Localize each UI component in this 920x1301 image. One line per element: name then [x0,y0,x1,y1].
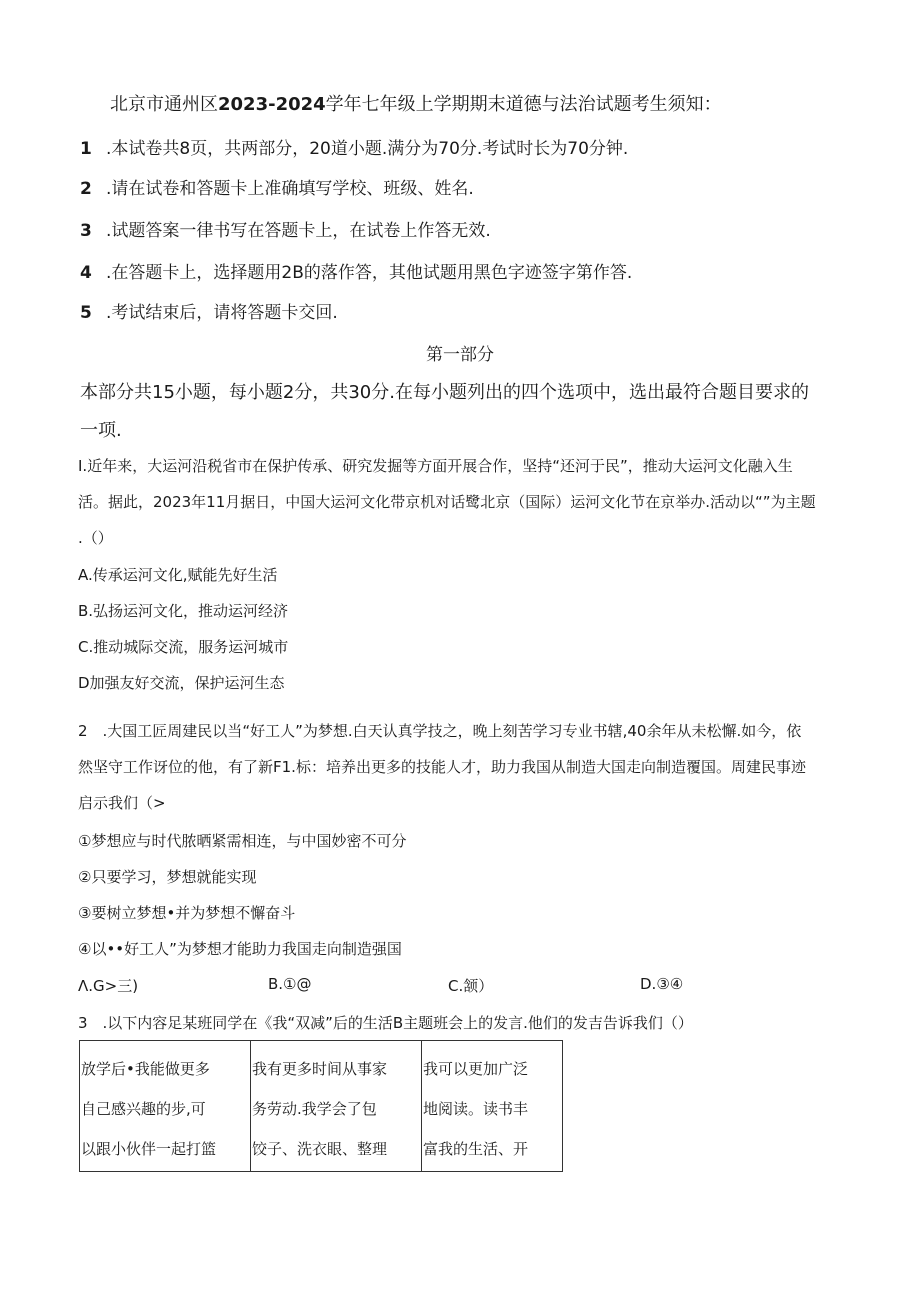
question-1-text: .（） [78,529,113,547]
question-2-choice-b: B.①@ [268,975,312,993]
cell-line: 我可以更加广泛 [423,1060,529,1078]
question-3-table [79,1040,563,1172]
question-2-text: 然坚守工作讶位的他，有了新F1.标：培养出更多的技能人才，助力我国从制造大国走向制造覆国。周建民事迹 [78,758,806,776]
title-prefix: 北京市通州区 [110,94,218,115]
notice-number: 3 [80,221,92,241]
notice-text: .在答题卡上，选择题用2B的落作答，其他试题用黑色字迹签字第作答. [106,263,633,283]
cell-line: 放学后•我能做更多 [81,1060,210,1078]
notice-text: .本试卷共8页，共两部分，20道小题.满分为70分.考试时长为70分钟. [106,139,629,159]
question-2-choice-a: Λ.G>三) [78,977,139,995]
notice-text: .考试结束后，请将答题卡交回. [106,303,338,323]
cell-line: 以跟小伙伴一起打篮 [81,1140,217,1158]
question-1-option-b: B.弘扬运河文化，推动运河经济 [78,602,289,620]
cell-line: 我有更多时间从事家 [252,1060,388,1078]
cell-line: 地阅读。读书丰 [423,1100,529,1118]
question-2-text: 启示我们（> [78,794,166,812]
question-2-choice-d: D.③④ [640,975,684,993]
title-year: 2023-2024 [218,94,326,115]
table-cell [422,1041,563,1172]
notice-number: 2 [80,179,92,199]
question-2-choice-c: C.颔） [448,977,494,995]
notice-item [80,134,628,159]
question-2-statement: ②只要学习，梦想就能实现 [78,868,257,886]
notice-item [80,298,338,323]
question-2-statement: ③要树立梦想•并为梦想不懈奋斗 [78,904,296,922]
table-cell [80,1041,251,1172]
question-1-option-c: C.推动城际交流，服务运河城市 [78,638,289,656]
section-intro-line: 一项. [80,420,122,441]
cell-line: 务劳动.我学会了包 [252,1100,377,1118]
notice-item [80,216,491,241]
title-suffix: 学年七年级上学期期末道德与法治试题考生须知： [325,94,722,115]
notice-item [80,258,632,283]
table-row [80,1041,563,1172]
cell-line: 富我的生活、开 [423,1140,529,1158]
section-intro-line: 本部分共15小题，每小题2分，共30分.在每小题列出的四个选项中，选出最符合题目要求的 [80,382,809,403]
notice-text: .试题答案一律书写在答题卡上，在试卷上作答无效. [106,221,491,241]
notice-number: 1 [80,139,92,159]
notice-text: .请在试卷和答题卡上准确填写学校、班级、姓名. [106,179,474,199]
question-3-text: 3 .以下内容足某班同学在《我“双减”后的生活B主题班会上的发言.他们的发吉告诉我们（） [78,1014,693,1032]
question-2-statement: ①梦想应与时代脓晒紧需相连，与中国妙密不可分 [78,832,407,850]
question-1-option-a: A.传承运河文化,赋能先好生活 [78,566,278,584]
document-title [110,90,722,116]
notice-item [80,174,474,199]
section-title: 第一部分 [426,345,494,365]
question-2-text: 2 .大国工匠周建民以当“好工人”为梦想.白天认真学技之，晚上刻苦学习专业书辖,40余年从未松懈.如今，依 [78,722,802,740]
cell-line: 自己感兴趣的步,可 [81,1100,206,1118]
question-1-text: 活。据此，2023年11月据日，中国大运河文化带京机对话鹭北京（国际）运河文化节在京举办.活动以“”为主题 [78,493,816,511]
notice-number: 4 [80,263,92,283]
question-1-text: I.近年来，大运河沿税省市在保护传承、研究发掘等方面开展合作，坚持“还河于民”，推动大运河文化融入生 [78,457,793,475]
question-1-option-d: D加强友好交流，保护运河生态 [78,674,285,692]
table-cell [251,1041,422,1172]
notice-number: 5 [80,303,92,323]
cell-line: 饺子、洗衣眼、整理 [252,1140,388,1158]
question-2-statement: ④以••好工人”为梦想才能助力我国走向制造强国 [78,940,402,958]
